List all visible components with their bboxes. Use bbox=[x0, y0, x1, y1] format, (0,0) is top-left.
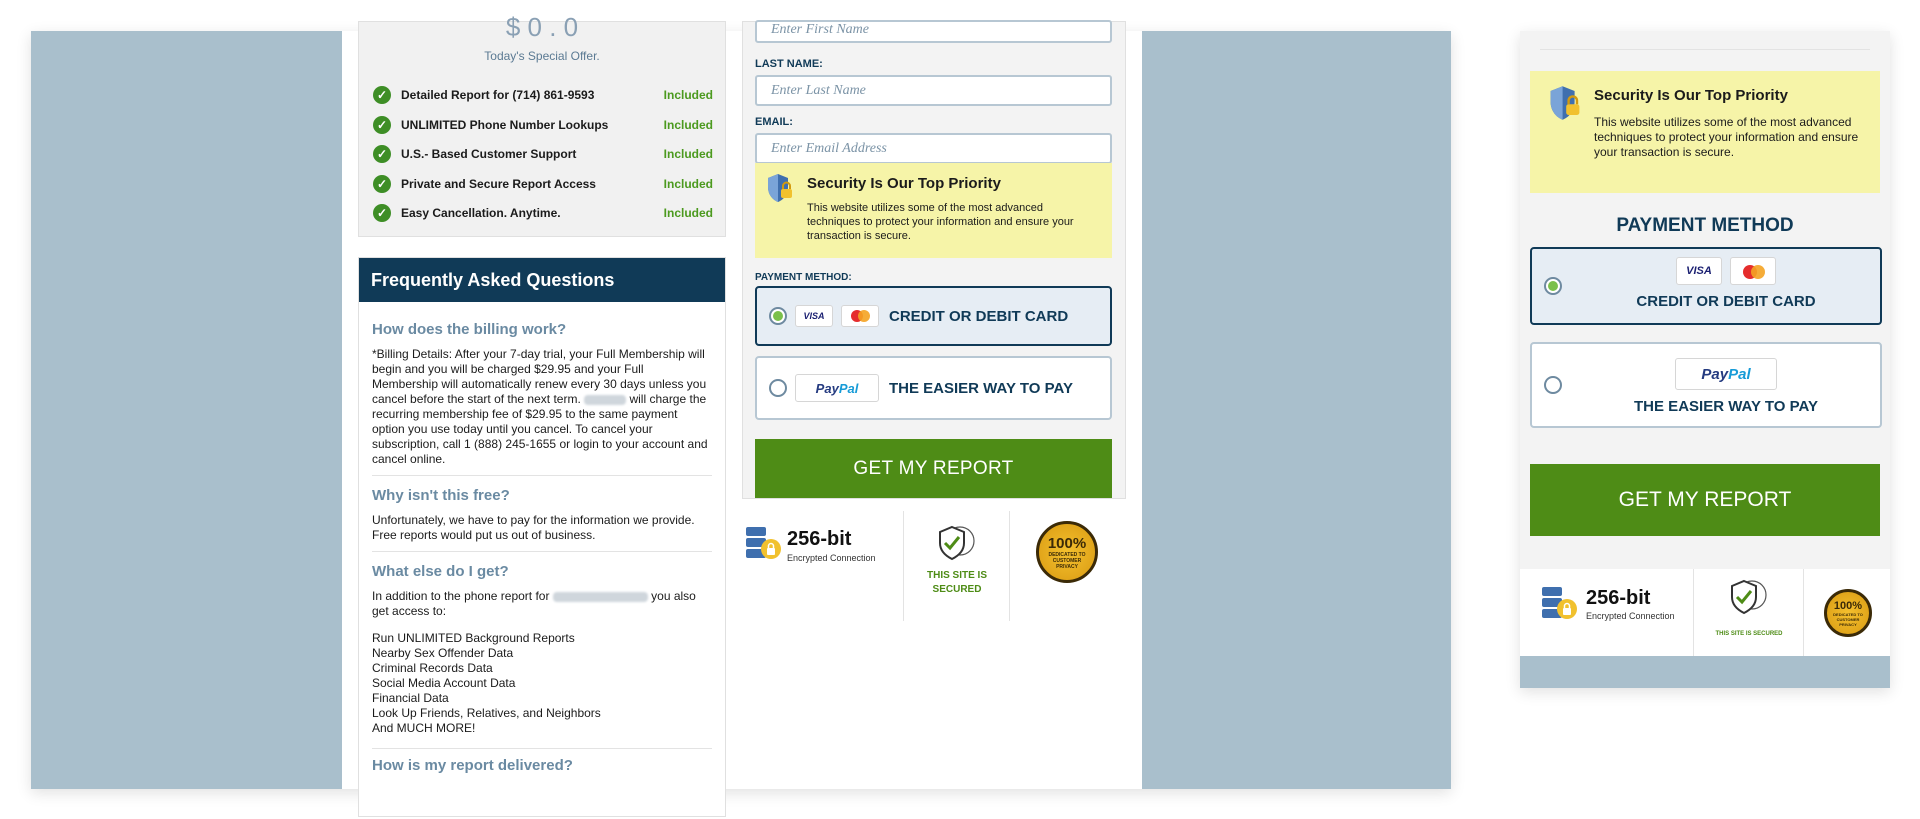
list-item: Run UNLIMITED Background Reports bbox=[372, 631, 575, 645]
security-title: Security Is Our Top Priority bbox=[1594, 87, 1788, 104]
secured-badge bbox=[1694, 569, 1804, 656]
payment-option-paypal[interactable] bbox=[755, 356, 1112, 420]
security-text: This website utilizes some of the most advanced techniques to protect your information and ensure your transaction is secure. bbox=[807, 202, 1074, 242]
last-name-label: LAST NAME: bbox=[755, 58, 823, 70]
encrypted-label: Encrypted Connection bbox=[1586, 611, 1675, 621]
server-lock-icon bbox=[1540, 585, 1580, 621]
faq-question[interactable]: How does the billing work? bbox=[372, 321, 567, 338]
email-label: EMAIL: bbox=[755, 116, 793, 128]
shield-lock-icon bbox=[767, 173, 793, 203]
feature-row bbox=[373, 173, 713, 195]
feature-value: Included bbox=[663, 118, 713, 132]
secured-label: THIS SITE IS SECURED bbox=[926, 570, 987, 595]
security-text: This website utilizes some of the most advanced techniques to protect your information and ensure your transaction is secure. bbox=[1594, 115, 1859, 159]
faq-panel bbox=[358, 257, 726, 817]
feature-label: Detailed Report for (714) 861-9593 bbox=[401, 88, 595, 102]
faq-answer-text: you also get access to: bbox=[372, 589, 696, 618]
trust-badges bbox=[742, 511, 1126, 621]
faq-question[interactable]: What else do I get? bbox=[372, 563, 509, 580]
visa-icon: VISA bbox=[795, 305, 833, 327]
faq-answer: Unfortunately, we have to pay for the information we provide. Free reports would put us out of business. bbox=[372, 513, 712, 552]
card-option-label: CREDIT OR DEBIT CARD bbox=[1636, 293, 1816, 310]
payment-option-card[interactable] bbox=[1530, 247, 1882, 325]
encryption-badge bbox=[742, 511, 904, 621]
check-icon: ✓ bbox=[373, 204, 391, 222]
paypal-radio[interactable] bbox=[769, 379, 787, 397]
security-title: Security Is Our Top Priority bbox=[807, 175, 1001, 192]
mobile-preview bbox=[1520, 31, 1890, 688]
email-input[interactable]: Enter Email Address bbox=[755, 133, 1112, 164]
offer-subtitle: Today's Special Offer. bbox=[484, 49, 600, 63]
check-icon: ✓ bbox=[373, 145, 391, 163]
trust-badges-mobile bbox=[1520, 569, 1890, 656]
faq-feature-list bbox=[372, 631, 712, 736]
faq-title: Frequently Asked Questions bbox=[359, 258, 725, 302]
faq-answer bbox=[372, 589, 712, 744]
feature-value: Included bbox=[663, 147, 713, 161]
payment-option-card[interactable] bbox=[755, 286, 1112, 346]
secured-label: THIS SITE IS SECURED bbox=[1715, 631, 1783, 637]
feature-row bbox=[373, 84, 713, 106]
list-item: Financial Data bbox=[372, 691, 449, 705]
paypal-icon: Pay Pal bbox=[1675, 358, 1777, 390]
card-option-content bbox=[1582, 257, 1870, 310]
feature-value: Included bbox=[663, 206, 713, 220]
encrypted-label: Encrypted Connection bbox=[787, 553, 876, 563]
security-notice-mobile bbox=[1530, 71, 1880, 193]
get-report-button[interactable]: GET MY REPORT bbox=[755, 439, 1112, 498]
first-name-input[interactable]: Enter First Name bbox=[755, 20, 1112, 43]
paypal-option-label: THE EASIER WAY TO PAY bbox=[889, 379, 1073, 397]
privacy-badge bbox=[1010, 511, 1126, 621]
card-option-label: CREDIT OR DEBIT CARD bbox=[889, 307, 1069, 325]
paypal-radio[interactable] bbox=[1544, 376, 1562, 394]
mastercard-icon bbox=[1730, 257, 1776, 285]
payment-option-paypal[interactable] bbox=[1530, 342, 1882, 428]
list-item: Criminal Records Data bbox=[372, 661, 493, 675]
checkout-page bbox=[342, 12, 1142, 789]
paypal-icon: Pay Pal bbox=[795, 374, 879, 402]
faq-answer-text: will charge the recurring membership fee of $29.95 to the same payment option you use today until you cancel. To cancel your subscription, call 1 (888) 245-1655 or login to your account and cancel online. bbox=[372, 392, 708, 466]
checkout-form bbox=[742, 21, 1126, 499]
shield-check-icon bbox=[934, 523, 978, 563]
faq-answer-text: In addition to the phone report for bbox=[372, 589, 550, 603]
faq-question[interactable]: Why isn't this free? bbox=[372, 487, 510, 504]
privacy-badge bbox=[1804, 569, 1890, 656]
faq-question[interactable]: How is my report delivered? bbox=[372, 757, 573, 774]
secured-badge bbox=[904, 511, 1010, 621]
feature-label: U.S.- Based Customer Support bbox=[401, 147, 577, 161]
feature-row bbox=[373, 143, 713, 165]
feature-row bbox=[373, 114, 713, 136]
feature-label: Easy Cancellation. Anytime. bbox=[401, 206, 561, 220]
feature-label: UNLIMITED Phone Number Lookups bbox=[401, 118, 609, 132]
list-item: Nearby Sex Offender Data bbox=[372, 646, 514, 660]
feature-label: Private and Secure Report Access bbox=[401, 177, 596, 191]
redacted-phone bbox=[553, 592, 648, 602]
list-item: Look Up Friends, Relatives, and Neighbors bbox=[372, 706, 601, 720]
mobile-checkout-panel bbox=[1520, 31, 1890, 656]
shield-lock-icon bbox=[1546, 85, 1584, 121]
check-icon: ✓ bbox=[373, 86, 391, 104]
faq-answer-text: *Billing Details: After your 7-day trial, your Full Membership will begin and you will be charged $29.95 and your Full Membership will automatically renew every 30 days unless you cancel before the start of the next term. bbox=[372, 347, 707, 406]
list-item: Social Media Account Data bbox=[372, 676, 516, 690]
payment-method-label: PAYMENT METHOD: bbox=[755, 272, 852, 283]
privacy-seal-icon: 100% DEDICATED TO CUSTOMER PRIVACY bbox=[1824, 589, 1872, 637]
visa-icon: VISA bbox=[1676, 257, 1722, 285]
security-notice bbox=[755, 163, 1112, 258]
redacted-brand bbox=[584, 395, 626, 405]
paypal-option-content bbox=[1582, 358, 1870, 415]
card-radio[interactable] bbox=[1544, 277, 1562, 295]
offer-box bbox=[358, 12, 726, 237]
check-icon: ✓ bbox=[373, 116, 391, 134]
get-report-button[interactable]: GET MY REPORT bbox=[1530, 464, 1880, 536]
desktop-preview bbox=[31, 12, 1451, 789]
card-radio[interactable] bbox=[769, 307, 787, 325]
bits-label: 256-bit bbox=[1586, 587, 1651, 609]
feature-value: Included bbox=[663, 177, 713, 191]
mastercard-icon bbox=[841, 305, 879, 327]
server-lock-icon bbox=[744, 525, 784, 561]
list-item: And MUCH MORE! bbox=[372, 721, 476, 735]
encryption-badge bbox=[1520, 569, 1694, 656]
privacy-seal-icon: 100% DEDICATED TO CUSTOMER PRIVACY bbox=[1036, 521, 1098, 583]
paypal-option-label: THE EASIER WAY TO PAY bbox=[1634, 398, 1818, 415]
last-name-input[interactable]: Enter Last Name bbox=[755, 75, 1112, 106]
check-icon: ✓ bbox=[373, 175, 391, 193]
feature-row bbox=[373, 202, 713, 224]
divider bbox=[1540, 49, 1870, 50]
offer-price: $ 0 . 0 bbox=[505, 12, 579, 42]
bits-label: 256-bit bbox=[787, 528, 852, 550]
shield-check-icon bbox=[1726, 577, 1770, 617]
payment-method-heading: PAYMENT METHOD bbox=[1616, 215, 1794, 236]
feature-value: Included bbox=[663, 88, 713, 102]
faq-answer bbox=[372, 347, 712, 476]
